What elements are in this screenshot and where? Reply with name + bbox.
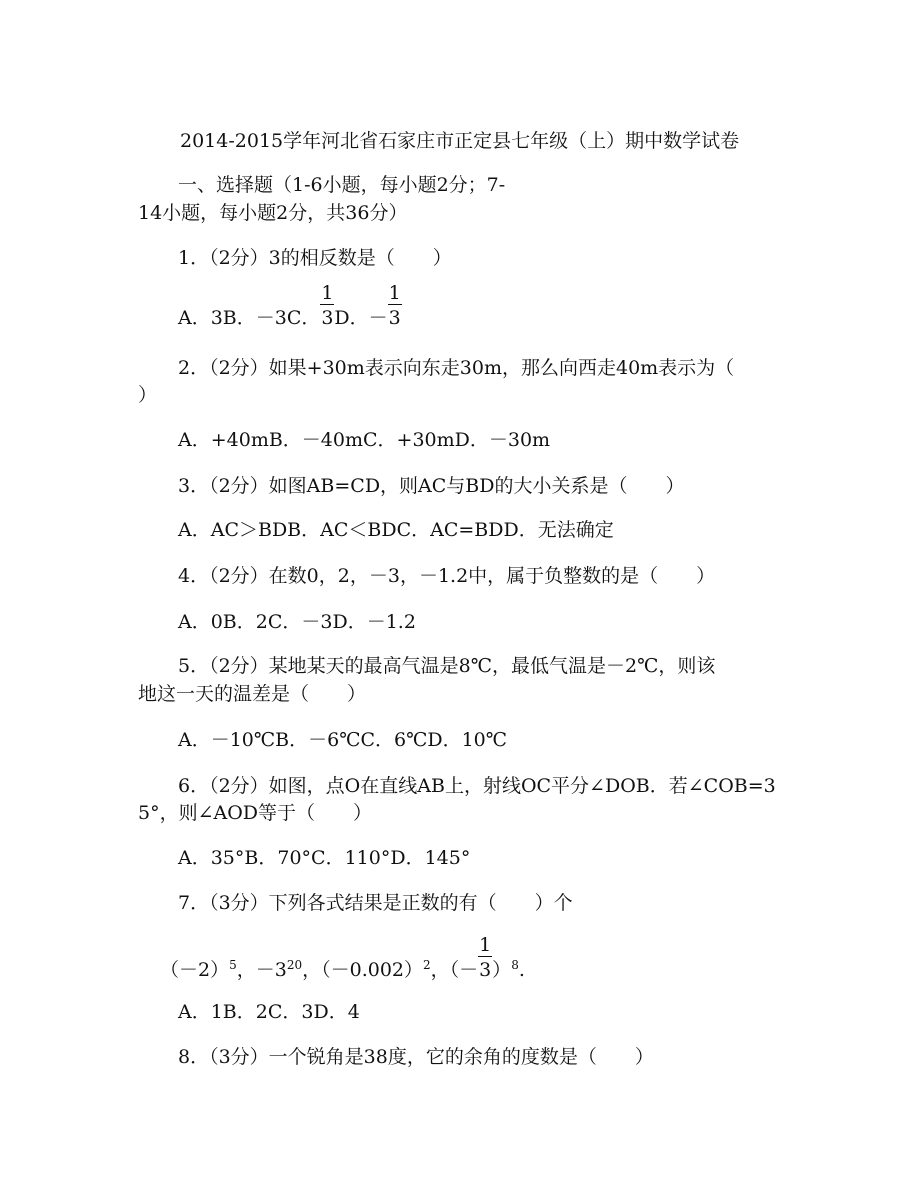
question-7-options: A．1B．2C．3D．4 <box>178 1001 360 1023</box>
question-1: 1．（2分）3的相反数是（ ） <box>178 247 452 269</box>
question-5: 5．（2分）某地某天的最高气温是8℃，最低气温是－2℃，则该 <box>178 655 716 677</box>
question-2: 2．（2分）如果+30m表示向东走30m，那么向西走40m表示为（ <box>178 357 735 379</box>
question-8: 8．（3分）一个锐角是38度，它的余角的度数是（ ） <box>178 1046 654 1068</box>
fraction: $\frac{1}{3}$ <box>479 934 492 981</box>
question-1-options <box>178 282 402 330</box>
page-title: 2014-2015学年河北省石家庄市正定县七年级（上）期中数学试卷 <box>180 130 740 152</box>
fraction: $\frac{1}{3}$ <box>321 282 334 329</box>
question-7: 7．（3分）下列各式结果是正数的有（ ）个 <box>178 892 573 914</box>
section-heading-cont: 14小题，每小题2分，共36分） <box>138 202 408 224</box>
question-5-options: A．－10℃B．－6℃C．6℃D．10℃ <box>178 729 508 751</box>
question-6: 6．（2分）如图，点O在直线AB上，射线OC平分∠DOB．若∠COB=3 <box>178 775 776 797</box>
question-4: 4．（2分）在数0，2，－3，－1.2中，属于负整数的是（ ） <box>178 565 716 587</box>
option-text: A．3B．－3C． <box>178 307 321 329</box>
section-heading: 一、选择题（1-6小题，每小题2分；7- <box>178 174 506 196</box>
question-4-options: A．0B．2C．－3D．－1.2 <box>178 611 416 633</box>
question-2-options: A．+40mB．－40mC．+30mD．－30m <box>178 429 551 451</box>
question-3-options: A．AC＞BDB．AC＜BDC．AC=BDD．无法确定 <box>178 519 614 541</box>
question-6-options: A．35°B．70°C．110°D．145° <box>178 847 471 869</box>
question-6-cont: 5°，则∠AOD等于（ ） <box>138 802 373 824</box>
question-3: 3．（2分）如图AB=CD，则AC与BD的大小关系是（ ） <box>178 475 685 497</box>
fraction: $\frac{1}{3}$ <box>388 282 401 329</box>
question-5-cont: 地这一天的温差是（ ） <box>138 683 367 705</box>
question-2-cont: ） <box>138 384 158 406</box>
question-7-expression: $(-2)^5$，$-3^{20}$，$(-0.002)^2$，（－ $\frac{1}{3}$ ）$^8$. <box>160 934 525 981</box>
option-text: D．－ <box>334 307 388 329</box>
